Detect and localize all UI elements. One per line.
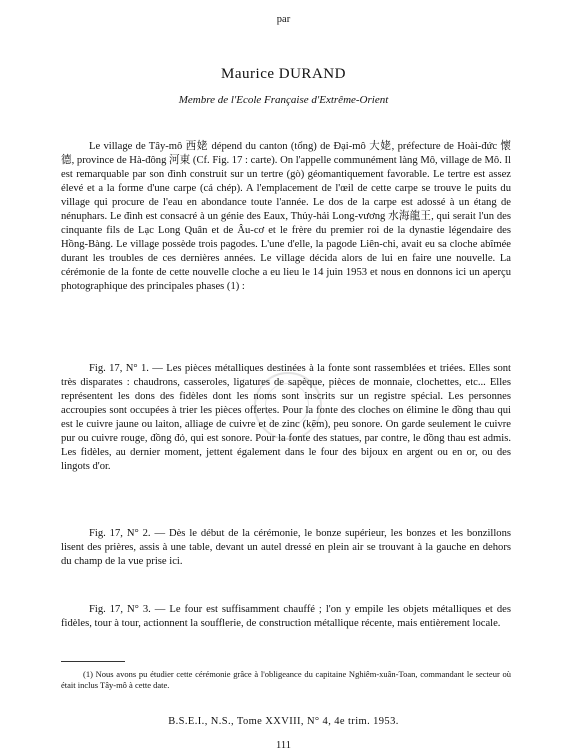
figure-caption-1: Fig. 17, N° 1. — Les pièces métalliques destinées à la fonte sont rassemblées et triées. Elles sont très disparates : chaudrons, casseroles, ligatures de sapèque, pièces de monnaie, clochettes, etc... Elles représentent les dons des fidèles dont les noms sont inscrits sur un registre spécial. Les personnes accroupies sont occupées à trier les pièces offertes. Pour la fonte des cloches on élimine le đồng thau qui est le cuivre jaune ou laiton, alliage de cuivre et de zinc (kẽm), peu sonore. On garde seulement le cuivre pur ou cuivre rouge, đồng đỏ, qui est sonore. Pour la fonte des statues, par contre, le đồng thau est admis. Les fidèles, au dernier moment, jettent également dans le four des bijoux en argent ou en or, ou des lingots d'or.: [61, 363, 511, 472]
byline-par: par: [276, 14, 291, 25]
footnote: (1) Nous avons pu étudier cette cérémonie grâce à l'obligeance du capitaine Nghiêm-xuân-Toan, commandant le secteur où était inclus Tây-mô à cette date.: [61, 669, 511, 690]
figure-caption-3: Fig. 17, N° 3. — Le four est suffisamment chauffé ; l'on y empile les objets métalliques et des fidèles, tour à tour, actionnent la soufflerie, de construction métallique récente, mais entièrement locale.: [61, 604, 511, 629]
footnote-rule: [61, 661, 125, 662]
author-name: Maurice DURAND: [221, 66, 346, 82]
figure-caption-2: Fig. 17, N° 2. — Dès le début de la cérémonie, le bonze supérieur, les bonzes et les bonzillons lisent des prières, assis à une table, devant un autel dressé en plein air se trouvant à la gauche en dehors du champ de la vue prise ici.: [61, 528, 511, 567]
intro-paragraph: Le village de Tây-mô 西姥 dépend du canton (tổng) de Đại-mô 大姥, préfecture de Hoài-đức 懷德, province de Hà-đông 河東 (Cf. Fig. 17 : carte). On l'appelle communément làng Mô, village de Mô. Il est remarquable par son đình construit sur un tertre (gò) géomantiquement favorable. Le tertre est assez élevé et a la forme d'une carpe (cá chép). A l'emplacement de l'œil de cette carpe se trouve le puits du village qui procure de l'eau en abondance toute l'année. Le dos de la carpe est adossé à un étang de nénuphars. Le đình est consacré à un génie des Eaux, Thủy-hải Long-vương 水海龍王, qui serait l'un des cinquante fils de Lạc Long Quân et de Âu-cơ et le frère du premier roi de la dynastie légendaire des Hồng-Bàng. Le village possède trois pagodes. L'une d'elle, la pagode Liên-chi, avait eu sa cloche abîmée durant les troubles de ces dernières années. Le village décida alors de lui en faire une nouvelle. La cérémonie de la fonte de cette nouvelle cloche a eu lieu le 14 juin 1953 et nous en donnons ici un aperçu photographique des principales phases (1) :: [61, 141, 511, 292]
page-number: 111: [276, 740, 291, 751]
journal-citation: B.S.E.I., N.S., Tome XXVIII, N° 4, 4e trim. 1953.: [168, 716, 399, 727]
author-affiliation: Membre de l'Ecole Française d'Extrême-Orient: [178, 94, 389, 106]
